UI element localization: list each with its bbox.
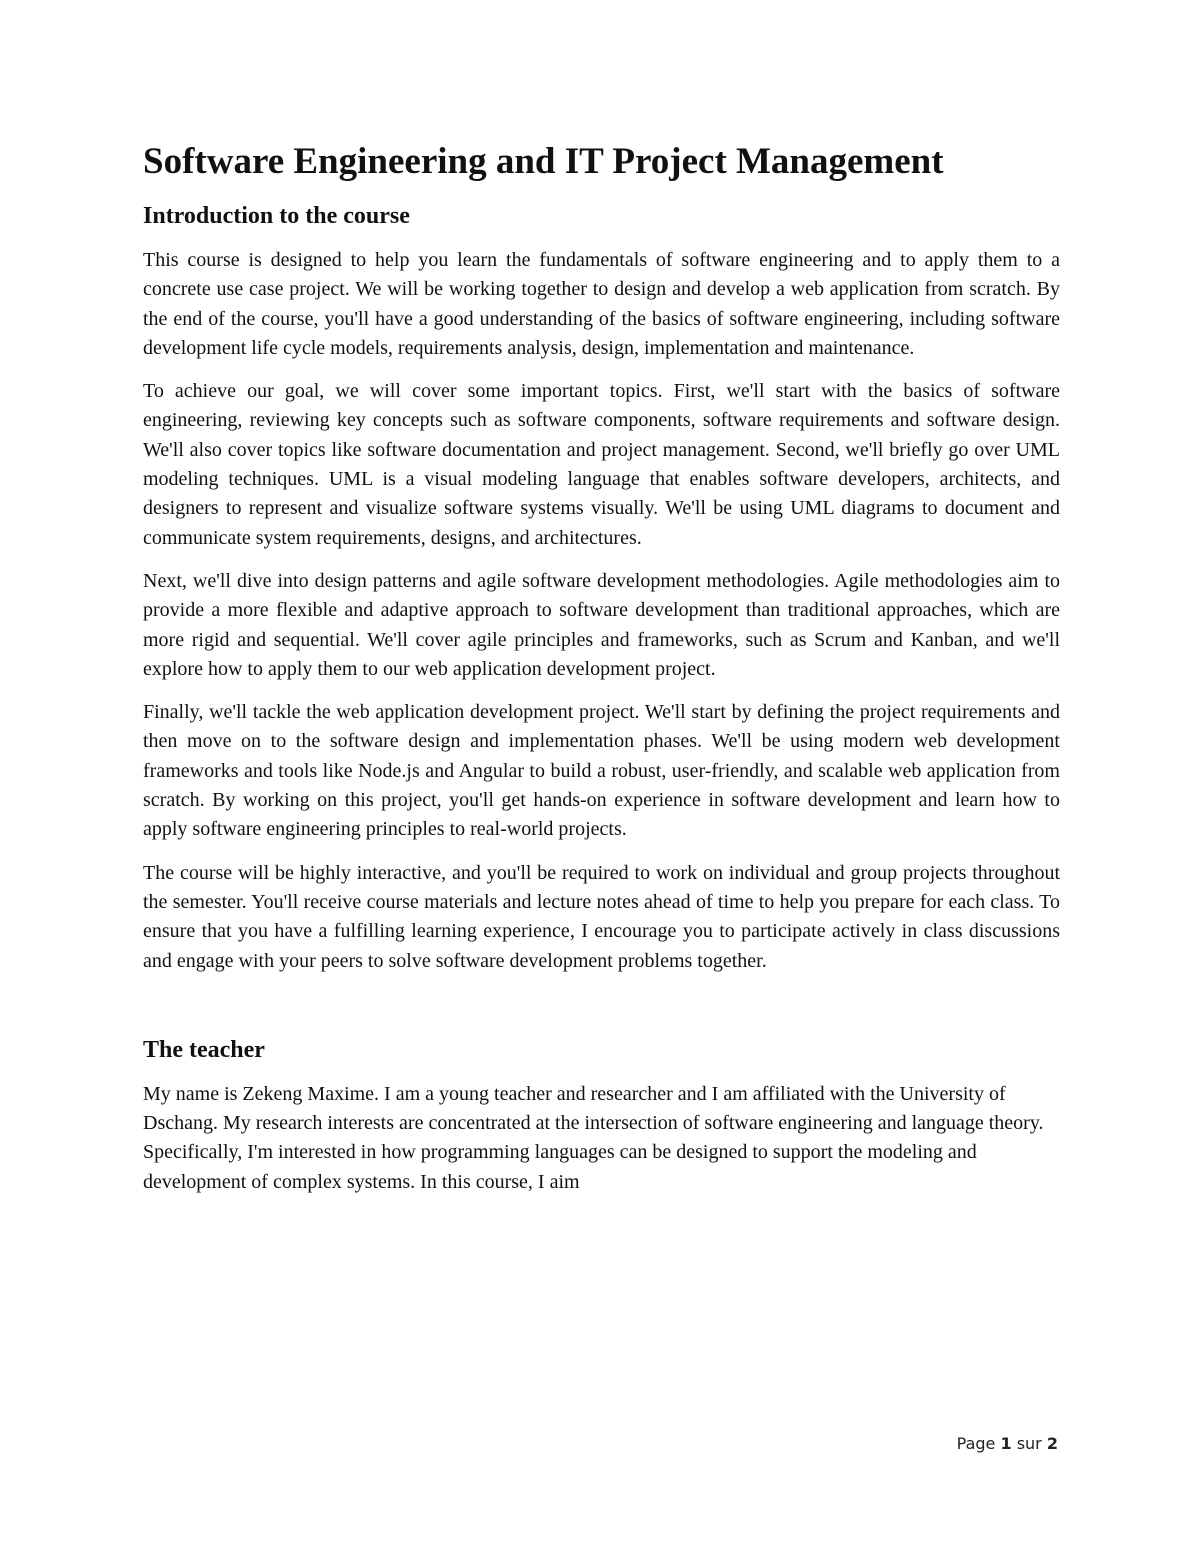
footer-of-word: sur xyxy=(1016,1434,1042,1453)
page-content xyxy=(143,138,1060,1211)
teacher-heading: The teacher xyxy=(143,1036,265,1063)
page-footer xyxy=(957,1434,1058,1453)
intro-paragraph-1: This course is designed to help you learn the fundamentals of software engineering and to apply them to a concrete use case project. We will be working together to design and develop a web application from scratch. By the end of the course, you'll have a good understanding of the basics of software engineering, including software development life cycle models, requirements analysis, design, implementation and maintenance. xyxy=(143,249,1060,359)
teacher-paragraph-1: My name is Zekeng Maxime. I am a young teacher and researcher and I am affiliated with the University of Dschang. My research interests are concentrated at the intersection of software engineering and language theory. Specifically, I'm interested in how programming languages can be designed to support the modeling and development of complex systems. In this course, I aim xyxy=(143,1082,1044,1193)
intro-paragraph-2: To achieve our goal, we will cover some important topics. First, we'll start with the basics of software engineering, reviewing key concepts such as software components, software requirements and software design. We'll also cover topics like software documentation and project management. Second, we'll briefly go over UML modeling techniques. UML is a visual modeling language that enables software developers, architects, and designers to represent and visualize software systems visually. We'll be using UML diagrams to document and communicate system requirements, designs, and architectures. xyxy=(143,380,1060,549)
intro-heading: Introduction to the course xyxy=(143,203,410,229)
footer-page-total: 2 xyxy=(1046,1434,1058,1453)
intro-paragraph-5: The course will be highly interactive, and you'll be required to work on individual and group projects throughout the semester. You'll receive course materials and lecture notes ahead of time to help you prepare for each class. To ensure that you have a fulfilling learning experience, I encourage you to participate actively in class discussions and engage with your peers to solve software development problems together. xyxy=(143,861,1060,972)
intro-paragraph-4: Finally, we'll tackle the web application development project. We'll start by defining the project requirements and then move on to the software design and implementation phases. We'll be using modern web development frameworks and tools like Node.js and Angular to build a robust, user-friendly, and scalable web application from scratch. By working on this project, you'll get hands-on experience in software development and learn how to apply software engineering principles to real-world projects. xyxy=(143,701,1060,841)
footer-page-number: 1 xyxy=(1000,1434,1012,1453)
document-title: Software Engineering and IT Project Management xyxy=(143,141,944,182)
footer-page-word: Page xyxy=(956,1434,996,1453)
intro-paragraph-3: Next, we'll dive into design patterns and agile software development methodologies. Agile methodologies aim to provide a more flexible and adaptive approach to software development than traditional approaches, which are more rigid and sequential. We'll cover agile principles and frameworks, such as Scrum and Kanban, and we'll explore how to apply them to our web application development project. xyxy=(143,569,1060,680)
